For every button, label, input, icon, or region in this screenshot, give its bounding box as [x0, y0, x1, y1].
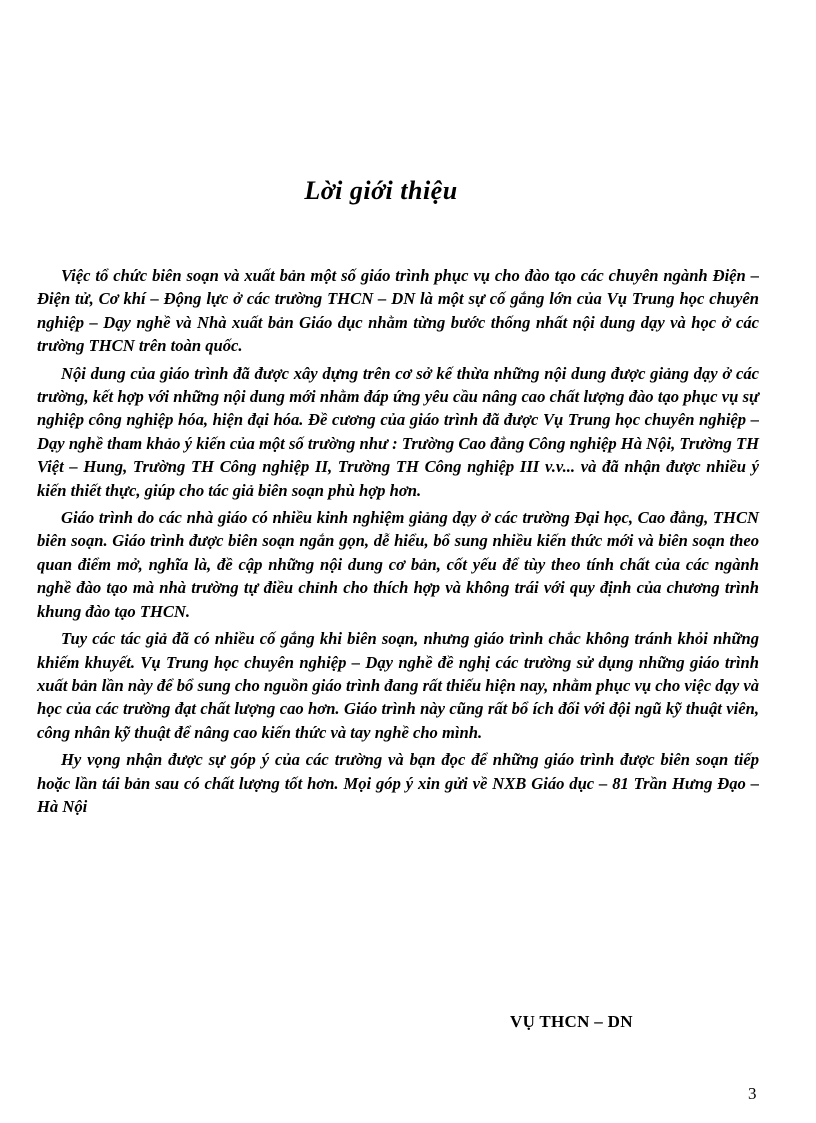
introduction-body: [37, 264, 759, 822]
paragraph: Giáo trình do các nhà giáo có nhiều kinh nghiệm giảng dạy ở các trường Đại học, Cao đẳng, THCN biên soạn. Giáo trình được biên soạn ngắn gọn, dễ hiểu, bổ sung nhiều kiến thức mới và biên soạn theo quan điểm mở, nghĩa là, đề cập những nội dung cơ bản, cốt yếu để tùy theo tính chất của các ngành nghề đào tạo mà nhà trường tự điều chỉnh cho thích hợp và không trái với quy định của chương trình khung đào tạo THCN.: [37, 508, 759, 621]
page-title: Lời giới thiệu: [304, 176, 458, 205]
paragraph: Hy vọng nhận được sự góp ý của các trường và bạn đọc để những giáo trình được biên soạn tiếp hoặc lần tái bản sau có chất lượng tốt hơn. Mọi góp ý xin gửi về NXB Giáo dục – 81 Trần Hưng Đạo – Hà Nội: [37, 750, 759, 816]
paragraph: Tuy các tác giả đã có nhiều cố gắng khi biên soạn, nhưng giáo trình chắc không tránh khỏi những khiếm khuyết. Vụ Trung học chuyên nghiệp – Dạy nghề đề nghị các trường sử dụng những giáo trình xuất bản lần này để bổ sung cho nguồn giáo trình đang rất thiếu hiện nay, nhằm phục vụ cho việc dạy và học của các trường đạt chất lượng cao hơn. Giáo trình này cũng rất bổ ích đối với đội ngũ kỹ thuật viên, công nhân kỹ thuật để nâng cao kiến thức và tay nghề cho mình.: [37, 629, 759, 742]
paragraph: Nội dung của giáo trình đã được xây dựng trên cơ sở kế thừa những nội dung được giảng dạy ở các trường, kết hợp với những nội dung mới nhằm đáp ứng yêu cầu nâng cao chất lượng đào tạo phục vụ sự nghiệp công nghiệp hóa, hiện đại hóa. Đề cương của giáo trình đã được Vụ Trung học chuyên nghiệp – Dạy nghề tham khảo ý kiến của một số trường như : Trường Cao đẳng Công nghiệp Hà Nội, Trường TH Việt – Hung, Trường TH Công nghiệp II, Trường TH Công nghiệp III v.v... và đã nhận được nhiều ý kiến thiết thực, giúp cho tác giả biên soạn phù hợp hơn.: [37, 363, 759, 500]
page-number: 3: [748, 1084, 757, 1103]
signature: VỤ THCN – DN: [510, 1012, 633, 1031]
paragraph: Việc tổ chức biên soạn và xuất bản một số giáo trình phục vụ cho đào tạo các chuyên ngành Điện – Điện tử, Cơ khí – Động lực ở các trường THCN – DN là một sự cố gắng lớn của Vụ Trung học chuyên nghiệp – Dạy nghề và Nhà xuất bản Giáo dục nhằm từng bước thống nhất nội dung dạy và học ở các trường THCN trên toàn quốc.: [37, 266, 759, 356]
